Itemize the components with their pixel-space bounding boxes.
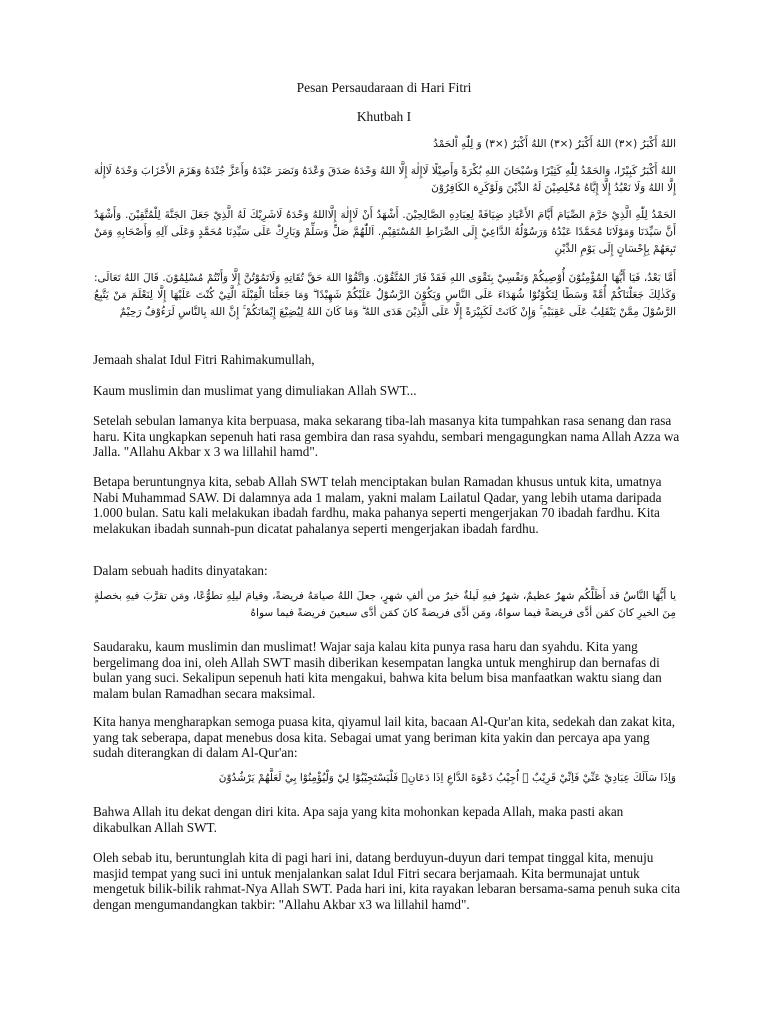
- body-paragraph-1: Setelah sebulan lamanya kita berpuasa, maka sekarang tiba-lah masanya kita tumpahkan rasa senang dan rasa haru. Kita ungkapkan sepenuh hati rasa gembira dan rasa syahdu, sembari mengagungkan nama Allah Azza wa Jalla. "Allahu Akbar x 3 wa lillahil hamd".: [93, 413, 680, 459]
- greeting-paragraph: Jemaah shalat Idul Fitri Rahimakumullah,: [93, 352, 315, 367]
- document-title: Pesan Persaudaraan di Hari Fitri: [296, 80, 472, 95]
- body-paragraph-5: Bahwa Allah itu dekat dengan diri kita. Apa saja yang kita mohonkan kepada Allah, maka pasti akan dikabulkan Allah SWT.: [93, 804, 624, 835]
- hadith-intro: Dalam sebuah hadits dinyatakan:: [93, 563, 268, 578]
- address-paragraph: Kaum muslimin dan muslimat yang dimuliakan Allah SWT...: [93, 383, 417, 398]
- arabic-quran-verse: وَاِذَا سَاَلَكَ عِبَادِيْ عَنِّيْ فَاِنِّيْ قَرِيْبٌ ۗ اُجِيْبُ دَعْوَةَ الدَّاعِ اِذَا دَعَانِۙ فَلْيَسْتَجِيْبُوْا لِيْ وَلْيُؤْمِنُوْا بِيْ لَعَلَّهُمْ يَرْشُدُوْنَ: [218, 772, 676, 784]
- arabic-hadith: يا أَيُّهَا النَّاسُ قد أَظَلَّكُم شهرٌ عظيمٌ، شهرٌ فيهِ لَيلةٌ خيرٌ من ألفِ شهرٍ، جعلَ اللهُ صيامَهُ فريضةً، وقيامَ ليلِهِ تطوُّعًا، ومَن تقرَّبَ فيهِ بخصلةٍ مِنَ الخيرِ كانَ كمَن أدَّى فريضةً فيما سواهُ، ومَن أدَّى فريضةً كانَ كمَن أدَّى سبعينَ فريضةً فيما سواهُ: [94, 590, 676, 619]
- document-subtitle: Khutbah I: [356, 109, 412, 124]
- arabic-takbir: اللهُ أَكْبَرُ (×٣) اللهُ أَكْبَرُ (×٣) اللهُ أَكْبَرُ (×٣) وَ لِلّٰهِ اْلحَمْدُ: [433, 138, 676, 150]
- body-paragraph-2: Betapa beruntungnya kita, sebab Allah SWT telah menciptakan bulan Ramadan khusus untuk kita, umatnya Nabi Muhammad SAW. Di dalamnya ada 1 malam, yakni malam Lailatul Qadar, yang lebih utama daripada 1.000 bulan. Satu kali melakukan ibadah fardhu, maka pahanya seperti mengerjakan 70 ibadah fardhu. Kita melakukan ibadah sunnah-pun dicatat pahalanya seperti mengerjakan ibadah fardhu.: [93, 474, 662, 536]
- body-paragraph-6: Oleh sebab itu, beruntunglah kita di pagi hari ini, datang berduyun-duyun dari tempat tinggal kita, menuju masjid tempat yang suci ini untuk menjalankan salat Idul Fitri secara berjamaah. Kita bermunajat untuk mengetuk bilik-bilik rahmat-Nya Allah SWT. Pada hari ini, kita rayakan lebaran bersama-sama penuh suka cita dengan mengumandangkan takbir: "Allahu Akbar x3 wa lillahil hamd".: [93, 850, 681, 912]
- arabic-opening-shahada: الحَمْدُ لِلّٰهِ الَّذِيْ حَرَّمَ الصِّيَامَ أَيَّامَ الأَعْيَادِ ضِيَافَةً لِعِبَادِهِ الصَّالِحِيْنَ. أَشْهَدُ أَنْ لَاإِلٰهَ إِلَّااللهُ وَحْدَهُ لَاشَرِيْكَ لَهُ الَّذِيْ جَعَلَ الجَنَّةَ لِلْمُتَّقِيْنَ. وَأَشْهَدُ أَنَّ سَيِّدَنَا وَمَوْلَانَا مُحَمَّدًا عَبْدُهُ وَرَسُوْلُهُ الدَّاعِيْ إِلَى الصِّرَاطِ المُسْتَقِيْمِ. اَللّٰهُمَّ صَلِّ وَسَلِّمْ وَبَارِكْ عَلَى سَيِّدِنَا مُحَمَّدٍ وَعَلَى آلِهِ وَأَصْحَابِهِ وَمَنْ تَبِعَهُمْ بِإِحْسَانٍ إِلَى يَوْمِ الدِّيْنِ: [94, 209, 676, 255]
- body-paragraph-4: Kita hanya mengharapkan semoga puasa kita, qiyamul lail kita, bacaan Al-Qur'an kita, sedekah dan zakat kita, yang tak seberapa, dapat menebus dosa kita. Sebagai umat yang beriman kita yakin dan percaya apa yang sudah diterangkan di dalam Al-Qur'an:: [93, 714, 676, 760]
- arabic-opening-verse: أَمَّا بَعْدُ، فَيَا أَيُّهَا المُؤْمِنُوْنَ أُوْصِيكُمْ وَنَفْسِيْ بِتَقْوَى اللهِ فَقَدْ فَازَ المُتَّقُوْنَ. وَاتَّقُوْا اللهَ حَقَّ تُقَاتِهِ وَلَاتَمُوْتُنَّ إِلَّا وَأَنْتُمْ مُسْلِمُوْنَ. قَالَ اللهُ تَعَالَى: وَكَذٰلِكَ جَعَلْنَاكُمْ أُمَّةً وَسَطًا لِتَكُوْنُوْا شُهَدَاءَ عَلَى النَّاسِ وَيَكُوْنَ الرَّسُوْلُ عَلَيْكُمْ شَهِيْدًا ۗ وَمَا جَعَلْنَا الْقِبْلَةَ الَّتِيْ كُنْتَ عَلَيْهَا إِلَّا لِنَعْلَمَ مَنْ يَتَّبِعُ الرَّسُوْلَ مِمَّنْ يَنْقَلِبُ عَلَى عَقِبَيْهِ ۚ وَإِنْ كَانَتْ لَكَبِيْرَةً إِلَّا عَلَى الَّذِيْنَ هَدَى اللهُ ۗ وَمَا كَانَ اللهُ لِيُضِيْعَ إِيْمَانَكُمْ ۚ إِنَّ اللهَ بِالنَّاسِ لَرَءُوْفٌ رَحِيْمٌ: [94, 272, 676, 318]
- body-paragraph-3: Saudaraku, kaum muslimin dan muslimat! Wajar saja kalau kita punya rasa haru dan syahdu. Kita yang bergelimang doa ini, oleh Allah SWT masih diberikan kesempatan langka untuk menghirup dan bernafas di bulan yang suci. Sekalipun sepenuh hati kita mengakui, bahwa kita belum bisa manfaatkan waktu siang dan malam bulan Ramadhan secara maksimal.: [93, 639, 662, 701]
- arabic-opening-praise: اللهُ أَكْبَرُ كَبِيْرًا، وَالحَمْدُ لِلّٰهِ كَثِيْرًا وَسُبْحَانَ اللهِ بُكْرَةً وَأَصِيْلًا لَاإِلٰهَ إِلَّا اللهُ وَحْدَهُ صَدَقَ وَعْدَهُ وَنَصَرَ عَبْدَهُ وَأَعَزَّ جُنْدَهُ وَهَزَمَ الأَحْزَابَ وَحْدَهُ لَاإِلٰهَ إِلَّا اللهُ وَلَا نَعْبُدُ إِلَّا إِيَّاهُ مُخْلِصِيْنَ لَهُ الدِّيْنَ وَلَوْكَرِهَ الكَافِرُوْنَ: [94, 165, 676, 194]
